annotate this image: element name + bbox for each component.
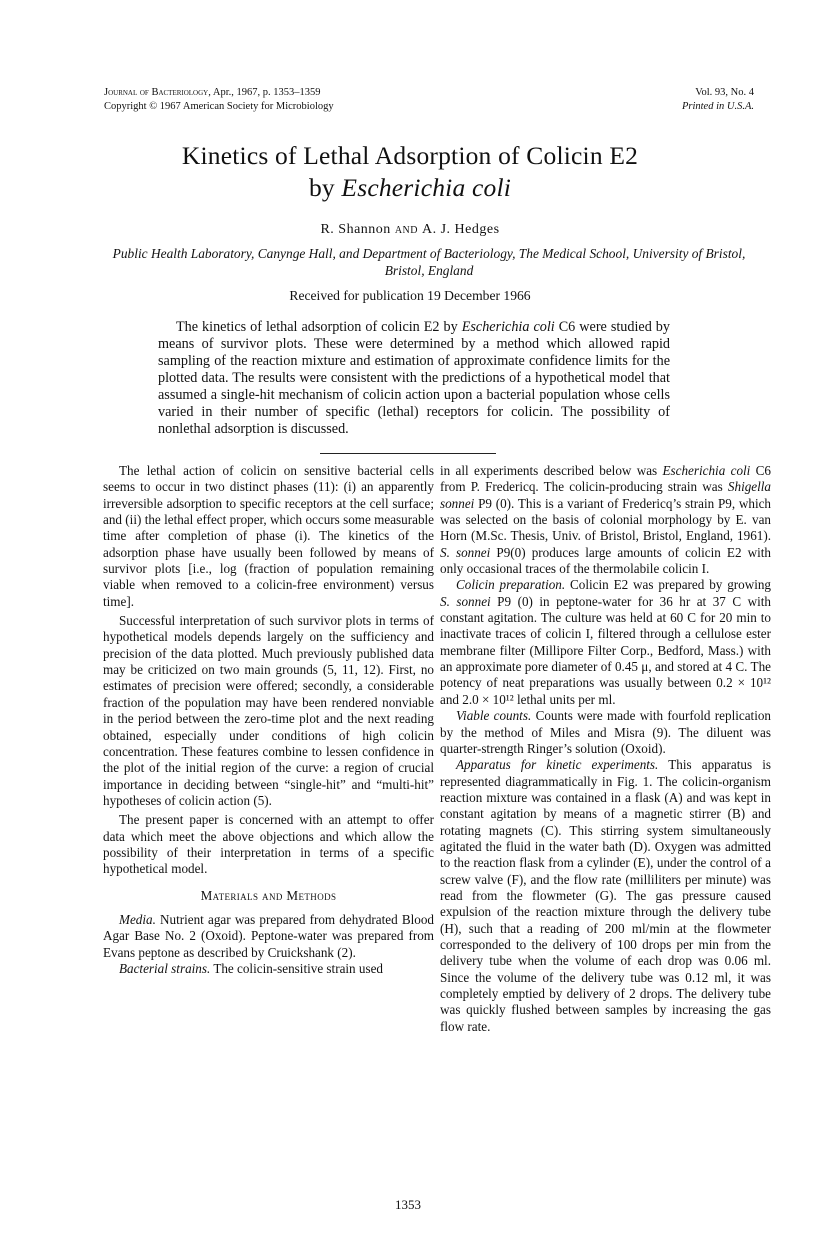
colicin-prep-paragraph	[440, 577, 771, 708]
abstract-text-1: The kinetics of lethal adsorption of colicin E2 by	[176, 319, 462, 335]
article-title	[60, 140, 760, 204]
received-date: Received for publication 19 December 1966	[289, 288, 531, 303]
strains-cont-text-3: P9 (0). This is a variant of Fredericq’s strain P9, which was selected on the basis of colonial morphology by E. van Horn (M.Sc. Thesis, Univ. of Bristol, Bristol, England, 1961).	[440, 495, 771, 544]
author-2: A. J. Hedges	[421, 222, 500, 237]
section-heading-methods: Materials and Methods	[200, 887, 337, 903]
author-conjunction: and	[390, 222, 422, 237]
strains-cont-text-1: in all experiments described below was	[440, 463, 663, 478]
volume-info: Vol. 93, No. 4	[695, 87, 754, 98]
colicin-prep-text-2: P9 (0) in peptone-water for 36 hr at 37 C with constant agitation. The culture was held at 60 C for 20 min to inactivate traces of colicin I, filtered through a cellulose ester membrane filter (Millipore Filter Corp., Bedford, Mass.) with an approximate pore diameter of 0.45 μ, and stored at 4 C. The potency of neat preparations was usually between 0.2 × 10¹² and 2.0 × 10¹² lethal units per ml.	[440, 593, 771, 707]
strains-text: The colicin-sensitive strain used	[210, 960, 383, 976]
title-organism: Escherichia coli	[341, 173, 512, 202]
printed-in: Printed in U.S.A.	[681, 101, 754, 112]
issue-info: , Apr., 1967, p. 1353–1359	[208, 87, 321, 98]
strains-continued-paragraph	[440, 463, 771, 577]
intro-paragraph-2: Successful interpretation of such survivor plots in terms of hypothetical models depends largely on the sufficiency and precision of the data plotted. Much previously published data may be criticized on two main grounds (5, 11, 12). First, no estimates of precision were offered; secondly, a considerable fraction of the population may have been rendered nonviable in the period between the zero-time plot and the next reading obtained, especially under conditions of high colicin concentration. These features combine to lessen confidence in the plot of the initial region of the curve: a region of crucial importance in deciding between “single-hit” and “multi-hit” hypotheses of colicin action (5).	[103, 613, 434, 808]
strains-label: Bacterial strains.	[119, 960, 211, 976]
apparatus-label: Apparatus for kinetic experiments.	[456, 757, 659, 773]
strains-cont-text-4: P9(0) produces large amounts of colicin E2 with only occasional traces of the thermolabile colicin I.	[440, 544, 771, 577]
intro-paragraph-3: The present paper is concerned with an attempt to offer data which meet the above objections and which allow the possibility of their interpretation in terms of a specific hypothetical model.	[103, 812, 434, 877]
section-divider	[320, 453, 496, 454]
author-list	[60, 222, 760, 238]
media-text: Nutrient agar was prepared from dehydrated Blood Agar Base No. 2 (Oxoid). Peptone-water was prepared from Evans peptone as described by Cruickshank (2).	[103, 911, 434, 960]
affiliation: Public Health Laboratory, Canynge Hall, and Department of Bacteriology, The Medical School, University of Bristol, Bristol, England	[112, 246, 746, 278]
title-line-1: Kinetics of Lethal Adsorption of Colicin E2	[181, 141, 639, 170]
page-number: 1353	[395, 1197, 421, 1212]
left-column	[103, 463, 434, 977]
citation-line	[104, 86, 334, 100]
copyright-line: Copyright © 1967 American Society for Microbiology	[104, 101, 334, 112]
viable-counts-label: Viable counts.	[456, 708, 532, 724]
strains-cont-text-2: C6 from P. Fredericq. The colicin-producing strain was	[440, 463, 772, 495]
running-header-right	[682, 86, 754, 114]
title-line-2	[60, 172, 760, 204]
apparatus-paragraph	[440, 757, 771, 1035]
author-1: R. Shannon	[320, 222, 391, 237]
abstract-organism: Escherichia coli	[461, 319, 555, 335]
colicin-prep-text-1: Colicin E2 was prepared by growing	[565, 577, 771, 593]
abstract	[158, 319, 670, 438]
organism-ssonnei: S. sonnei	[440, 544, 491, 560]
media-label: Media.	[119, 911, 156, 927]
title-line-2-prefix: by	[308, 173, 342, 202]
abstract-text-2: C6 were studied by means of survivor plots. These were determined by a method which allowed rapid sampling of the reaction mixture and estimation of approximate confidence limits for the plotted data. The results were consistent with the predictions of a hypothetical model that assumed a single-hit mechanism of colicin action upon a bacterial population whose cells varied in their number of specific (lethal) receptors for colicin. The possibility of nonlethal adsorption is discussed.	[158, 319, 670, 437]
organism-ecoli: Escherichia coli	[662, 463, 751, 478]
viable-counts-paragraph	[440, 708, 771, 757]
viable-counts-text: Counts were made with fourfold replication by the method of Miles and Misra (9). The diluent was quarter-strength Ringer’s solution (Oxoid).	[440, 708, 771, 756]
right-column	[440, 463, 771, 1035]
running-header-left	[104, 86, 334, 114]
colicin-prep-label: Colicin preparation.	[456, 577, 566, 593]
apparatus-text: This apparatus is represented diagrammatically in Fig. 1. The colicin-organism reaction mixture was contained in a flask (A) and was kept in constant agitation by means of a magnetic stirrer (B) and rotating magnets (C). This stirring system simultaneously agitated the fluid in the water bath (D). Oxygen was admitted to the reaction flask from a cylinder (E), under the control of a screw valve (F), and the flow rate (milliliters per minute) was read from the flowmeter (G). The gas pressure caused expulsion of the reaction mixture through the delivery tube (H), such that a reading of 200 ml/min at the flowmeter corresponded to the delivery of 100 drops per min from the delivery tube when the volume of each drop was 0.06 ml. Since the volume of the delivery tube was 0.12 ml, it was completely emptied by delivery of 2 drops. The delivery tube was quickly flushed between samples by increasing the gas flow rate.	[440, 757, 771, 1034]
organism-ssonnei-2: S. sonnei	[440, 593, 491, 609]
journal-name: Journal of Bacteriology	[104, 87, 209, 98]
intro-paragraph-1: The lethal action of colicin on sensitive bacterial cells seems to occur in two distinct phases (11): (i) an apparently irreversible adsorption to specific receptors at the cell surface; and (ii) the lethal effect proper, which occurs some measurable time after completion of phase (i). The kinetics of the adsorption phase have usually been followed by means of survivor plots [i.e., log (fraction of population remaining viable when removed to a colicin-free environment) versus time].	[103, 463, 434, 609]
strains-paragraph	[103, 961, 434, 977]
media-paragraph	[103, 912, 434, 961]
organism-shigella: Shigella sonnei	[440, 479, 771, 511]
